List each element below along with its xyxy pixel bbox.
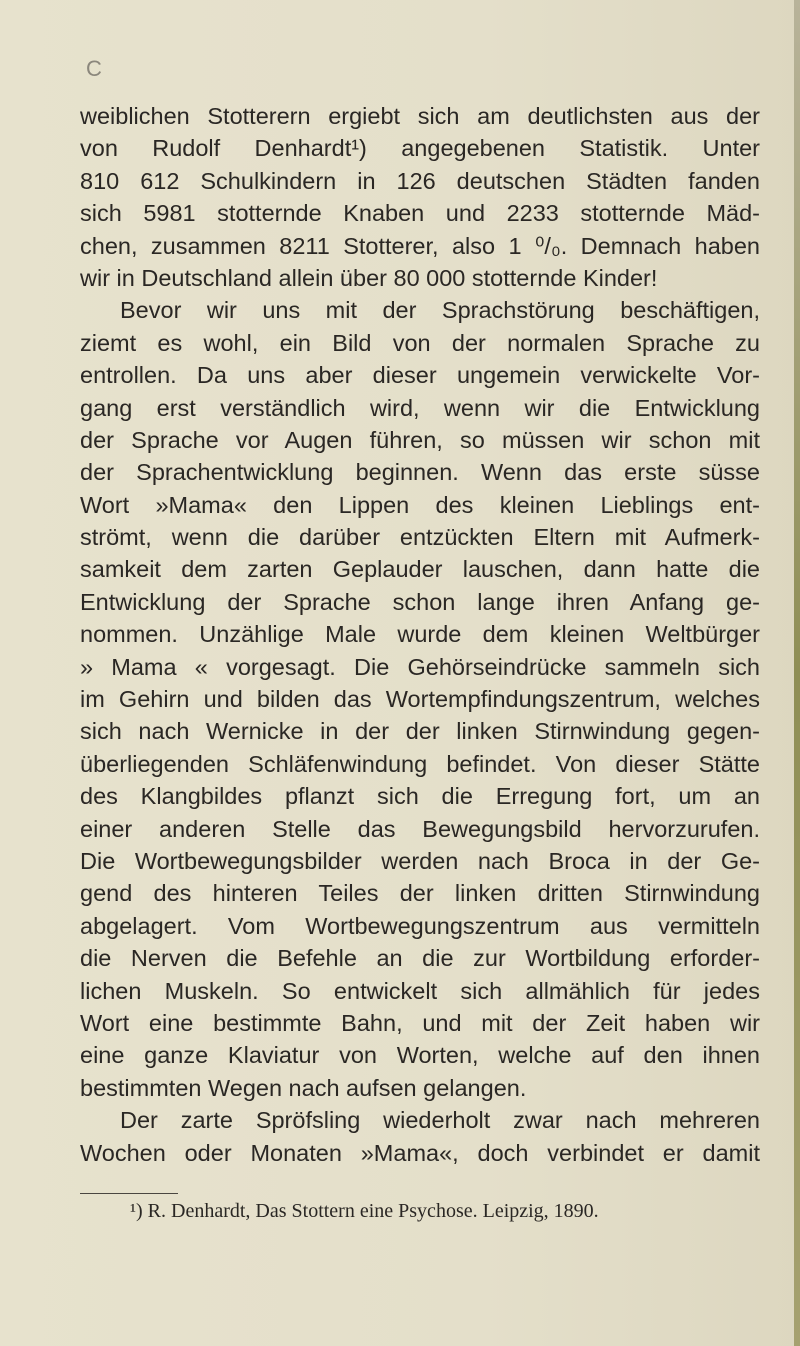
text-line: der Sprache vor Augen führen, so müssen wir schon mit [80,426,760,453]
text-line: bestimmten Wegen nach aufsen gelangen. [80,1074,527,1101]
text-line: Die Wortbewegungsbilder werden nach Broca in der Ge- [80,847,760,874]
text-line: die Nerven die Befehle an die zur Wortbildung erforder- [80,945,760,972]
text-line: Wochen oder Monaten »Mama«, doch verbindet er damit [80,1139,760,1166]
text-line: weiblichen Stotterern ergiebt sich am deutlichsten aus der [80,103,760,129]
paragraph-1 [80,100,760,294]
body-text [80,100,760,1169]
text-line: einer anderen Stelle das Bewegungsbild hervorzurufen. [80,815,760,842]
text-line: 810 612 Schulkindern in 126 deutschen Städten fanden [80,167,760,194]
text-line: sich nach Wernicke in der der linken Stirnwindung gegen- [80,718,760,745]
text-line: des Klangbildes pflanzt sich die Erregung fort, um an [80,783,760,810]
text-line: samkeit dem zarten Geplauder lauschen, dann hatte die [80,556,760,583]
text-line: Wort eine bestimmte Bahn, und mit der Zeit haben wir [80,1009,760,1036]
text-line: chen, zusammen 8211 Stotterer, also 1 ⁰/₀. Demnach haben [80,232,760,259]
text-line: lichen Muskeln. So entwickelt sich allmählich für jedes [80,977,760,1004]
text-line: entrollen. Da uns aber dieser ungemein verwickelte Vor- [80,362,760,389]
page-edge [794,0,800,1346]
text-line: gend des hinteren Teiles der linken dritten Stirnwindung [80,880,760,907]
text-line: gang erst verständlich wird, wenn wir die Entwicklung [80,394,760,421]
footnote-rule [80,1193,178,1194]
text-line: überliegenden Schläfenwindung befindet. Von dieser Stätte [80,750,760,777]
text-line: Bevor wir uns mit der Sprachstörung beschäftigen, [120,297,760,324]
paragraph-2 [80,294,760,1104]
text-line: wir in Deutschland allein über 80 000 stotternde Kinder! [80,264,658,291]
text-line: der Sprachentwicklung beginnen. Wenn das erste süsse [80,459,760,486]
text-line: im Gehirn und bilden das Wortempfindungszentrum, welches [80,686,760,713]
text-line: » Mama « vorgesagt. Die Gehörseindrücke sammeln sich [80,653,760,680]
text-line: ziemt es wohl, ein Bild von der normalen Sprache zu [80,329,760,356]
text-line: abgelagert. Vom Wortbewegungszentrum aus vermitteln [80,912,760,939]
text-line: nommen. Unzählige Male wurde dem kleinen Weltbürger [80,621,760,648]
text-line: Entwicklung der Sprache schon lange ihren Anfang ge- [80,588,760,615]
text-line: eine ganze Klaviatur von Worten, welche auf den ihnen [80,1042,760,1069]
text-line: strömt, wenn die darüber entzückten Eltern mit Aufmerk- [80,524,760,551]
text-line: sich 5981 stotternde Knaben und 2233 stotternde Mäd- [80,200,760,227]
text-line: von Rudolf Denhardt¹) angegebenen Statistik. Unter [80,135,760,162]
text-line: Wort »Mama« den Lippen des kleinen Lieblings ent- [80,491,760,518]
corner-mark: C [86,56,102,81]
paragraph-3 [80,1104,760,1169]
footnote: ¹) R. Denhardt, Das Stottern eine Psychose. Leipzig, 1890. [130,1200,599,1222]
text-line: Der zarte Spröfsling wiederholt zwar nach mehreren [120,1107,760,1134]
